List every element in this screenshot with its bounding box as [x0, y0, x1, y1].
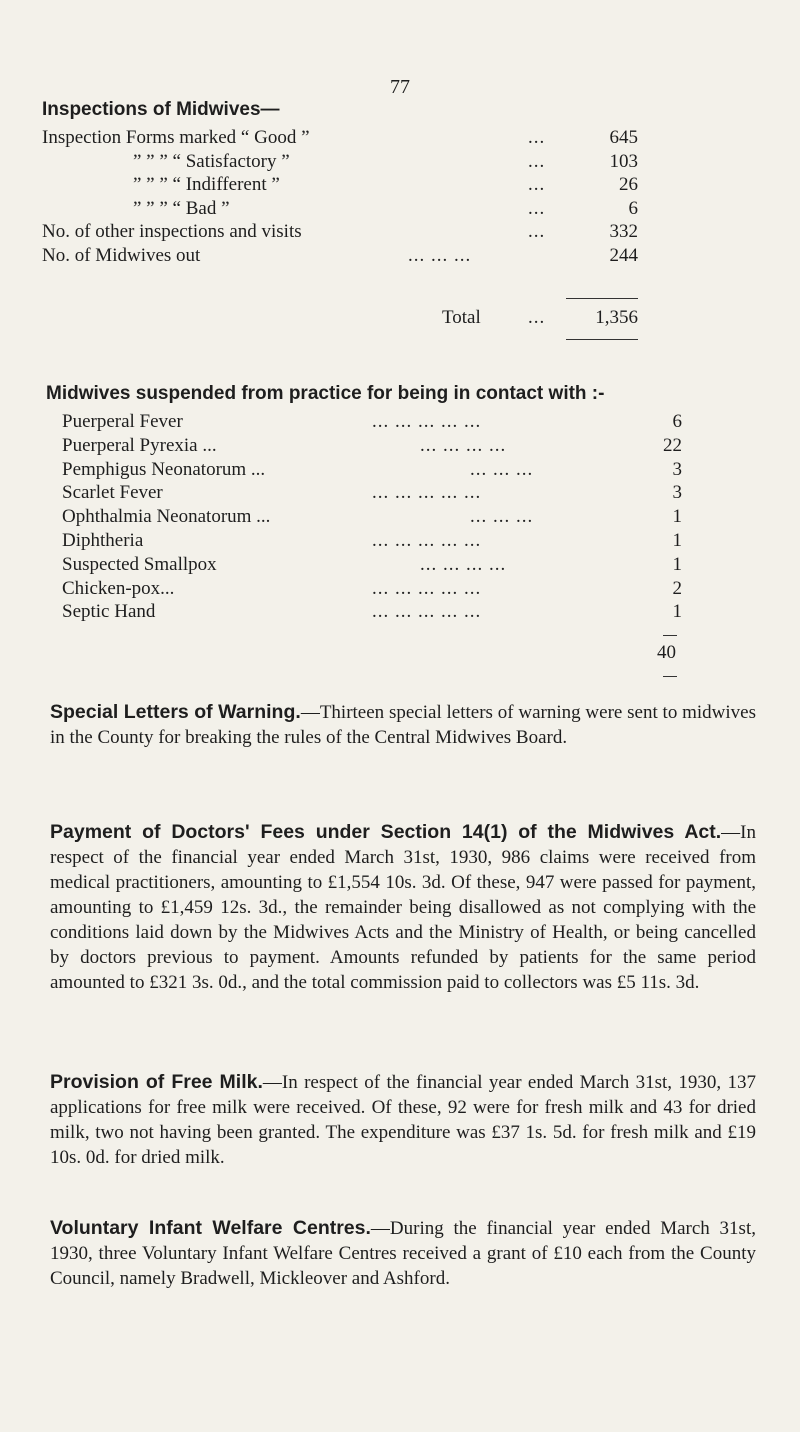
suspended-row-value: 1 [672, 601, 682, 623]
suspended-row-label: Scarlet Fever [62, 482, 163, 504]
suspended-row-value: 1 [672, 506, 682, 528]
inspection-row-dots: ... [528, 174, 546, 195]
inspection-row-dots: ... [528, 197, 546, 219]
centres-paragraph [50, 1216, 756, 1291]
inspection-row-label: ” ” ” “ Bad ” [133, 197, 230, 219]
suspended-total-value: 40 [657, 642, 676, 663]
suspended-row-value: 22 [663, 434, 682, 456]
suspended-row-dots: ... ... ... ... [420, 553, 507, 575]
suspended-row-value: 2 [672, 577, 682, 599]
suspended-row-label: Ophthalmia Neonatorum ... [62, 506, 271, 528]
total-rule-bottom [566, 339, 638, 340]
page-number: 77 [390, 76, 410, 98]
milk-heading: Provision of Free Milk. [50, 1071, 263, 1093]
milk-text: —In respect of the financial year ended March 31st, 1930, 137 applications for free milk were received. Of these, 92 were for fresh milk and 43 for dried milk, two not having been granted. The expenditure was £37 1s. 5d. for fresh milk and £19 10s. 0d. for dried milk. [50, 1072, 756, 1168]
inspection-row-label: No. of other inspections and visits [42, 221, 302, 242]
inspections-total-dots: ... [528, 307, 546, 328]
inspection-row-value: 332 [609, 221, 638, 242]
inspection-row-dots: ... [528, 221, 546, 242]
suspended-row-label: Suspected Smallpox [62, 553, 217, 575]
inspection-row-value: 244 [609, 244, 638, 266]
suspended-row-label: Chicken-pox... [62, 577, 175, 599]
inspection-row-label: Inspection Forms marked “ Good ” [42, 127, 310, 148]
suspended-row-label: Pemphigus Neonatorum ... [62, 458, 266, 480]
warning-heading: Special Letters of Warning. [50, 701, 301, 723]
inspection-row-dots: ... [528, 150, 546, 172]
suspended-heading: Midwives suspended from practice for being in contact with :- [46, 383, 605, 404]
suspended-row-dots: ... ... ... [470, 506, 534, 528]
suspended-row-value: 6 [672, 411, 682, 432]
suspended-rule-top [663, 635, 677, 636]
suspended-row-value: 1 [672, 530, 682, 551]
inspection-row-value: 6 [628, 197, 638, 219]
fees-heading: Payment of Doctors' Fees under Section 14(1) of the Midwives Act. [50, 821, 722, 843]
inspection-row-dots: ... ... ... [408, 244, 472, 266]
inspection-row-label: ” ” ” “ Satisfactory ” [133, 150, 290, 172]
inspection-row-dots: ... [528, 127, 546, 148]
suspended-row-label: Puerperal Fever [62, 411, 183, 432]
inspections-total-label: Total [442, 307, 481, 328]
suspended-row-dots: ... ... ... ... [420, 434, 507, 456]
suspended-row-label: Diphtheria [62, 530, 144, 551]
suspended-row-dots: ... ... ... [470, 458, 534, 480]
suspended-row-dots: ... ... ... ... ... [372, 482, 482, 504]
inspection-row-label: No. of Midwives out [42, 244, 201, 266]
inspection-row-value: 645 [609, 127, 638, 148]
inspection-row-value: 103 [609, 150, 638, 172]
suspended-rule-bottom [663, 676, 677, 677]
total-rule-top [566, 298, 638, 299]
milk-paragraph [50, 1070, 756, 1170]
warning-paragraph [50, 700, 756, 750]
inspection-row-label: ” ” ” “ Indifferent ” [133, 174, 280, 195]
inspections-total-value: 1,356 [595, 307, 638, 328]
warning-text: —Thirteen special letters of warning were sent to midwives in the County for breaking the rules of the Central Midwives Board. [50, 702, 757, 748]
fees-text: —In respect of the financial year ended March 31st, 1930, 986 claims were received from medical practitioners, amounting to £1,554 10s. 3d. Of these, 947 were passed for payment, amounting to £1,459 12s. 3d., the remainder being disallowed as not complying with the conditions laid down by the Midwives Acts and the Ministry of Health, or being cancelled by doctors previous to payment. Amounts refunded by patients for the same period amounted to £321 3s. 0d., and the total commission paid to collectors was £5 11s. 3d. [50, 822, 756, 993]
suspended-row-label: Puerperal Pyrexia ... [62, 434, 217, 456]
centres-text: —During the financial year ended March 31st, 1930, three Voluntary Infant Welfare Centres received a grant of £10 each from the County Council, namely Bradwell, Mickleover and Ashford. [50, 1218, 756, 1289]
fees-paragraph [50, 820, 756, 995]
suspended-row-dots: ... ... ... ... ... [372, 577, 482, 599]
suspended-row-dots: ... ... ... ... ... [372, 530, 482, 551]
suspended-row-value: 3 [672, 458, 682, 480]
inspection-row-value: 26 [619, 174, 638, 195]
suspended-row-value: 3 [672, 482, 682, 504]
suspended-row-label: Septic Hand [62, 601, 156, 623]
suspended-row-dots: ... ... ... ... ... [372, 601, 482, 623]
centres-heading: Voluntary Infant Welfare Centres. [50, 1217, 371, 1239]
inspections-heading: Inspections of Midwives— [42, 99, 280, 120]
suspended-row-value: 1 [672, 553, 682, 575]
suspended-row-dots: ... ... ... ... ... [372, 411, 482, 432]
